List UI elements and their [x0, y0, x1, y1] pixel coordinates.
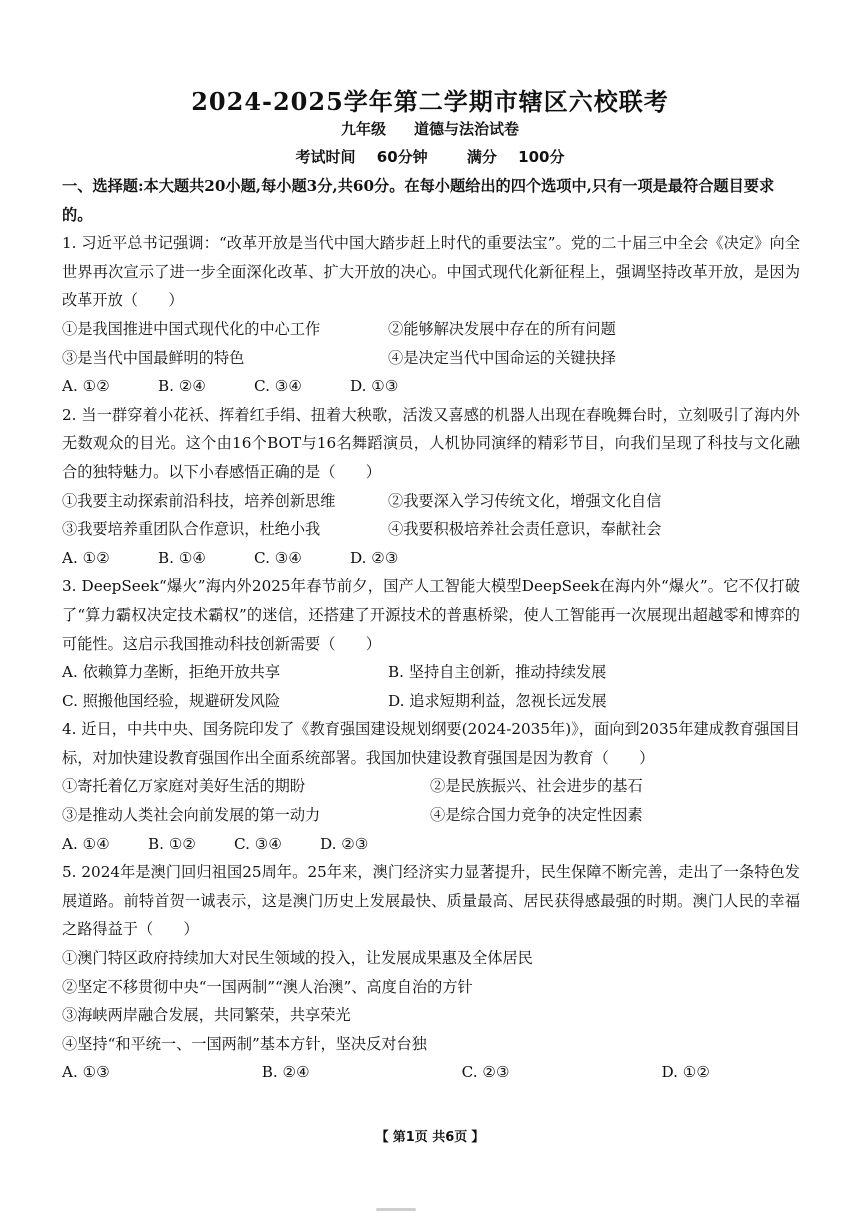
exam-title: 2024-2025学年第二学期市辖区六校联考: [191, 87, 669, 116]
footer-bracket-right: 】: [471, 1130, 485, 1145]
option-item: ②能够解决发展中存在的所有问题: [388, 319, 616, 338]
subject-label: 道德与法治试卷: [414, 120, 520, 138]
answer-choice: D. ①②: [661, 1063, 710, 1082]
answer-choices: [62, 544, 800, 573]
option-item: ③是当代中国最鲜明的特色: [62, 348, 245, 367]
option-item: ①是我国推进中国式现代化的中心工作: [62, 319, 321, 338]
answer-choice: A. ①②: [62, 377, 110, 396]
answer-choice: C. ②③: [461, 1063, 510, 1082]
option-item: ②我要深入学习传统文化，增强文化自信: [388, 491, 662, 510]
question-stem: 5. 2024年是澳门回归祖国25周年。25年来，澳门经济实力显著提升，民生保障不断完善，走出了一条特色发展道路。前特首贺一诚表示，这是澳门历史上发展最快、质量最高、居民获得感最强的时期。澳门人民的幸福之路得益于（ ）: [62, 863, 800, 939]
option-item: ①澳门特区政府持续加大对民生领域的投入，让发展成果惠及全体居民: [62, 949, 533, 968]
answer-choice: D. ①③: [350, 377, 399, 396]
option-item: B. 坚持自主创新，推动持续发展: [388, 663, 607, 682]
option-item: ④是综合国力竞争的决定性因素: [430, 806, 643, 825]
question-1: [62, 229, 800, 401]
options-block: [62, 658, 800, 715]
question-3: [62, 572, 800, 715]
question-stem: 4. 近日，中共中央、国务院印发了《教育强国建设规划纲要(2024-2035年)》，面向到2035年建成教育强国目标，对加快建设教育强国作出全面系统部署。我国加快建设教育强国是因为教育（ ）: [62, 720, 800, 767]
answer-choice: C. ③④: [254, 548, 302, 567]
answer-choice: A. ①②: [62, 548, 110, 567]
question-stem: 2. 当一群穿着小花袄、挥着红手绢、扭着大秧歌，活泼又喜感的机器人出现在春晚舞台时，立刻吸引了海内外无数观众的目光。这个由16个BOT与16名舞蹈演员，人机协同演绎的精彩节目，向我们呈现了科技与文化融合的独特魅力。以下小春感悟正确的是（ ）: [62, 405, 800, 481]
answer-choice: B. ②④: [261, 1063, 310, 1082]
time-value: 60分钟: [376, 148, 428, 166]
option-item: ②是民族振兴、社会进步的基石: [430, 777, 643, 796]
page-number: 第1页 共6页: [392, 1130, 468, 1145]
option-item: ①寄托着亿万家庭对美好生活的期盼: [62, 777, 305, 796]
option-item: ④我要积极培养社会责任意识，奉献社会: [388, 520, 662, 539]
exam-content: [62, 172, 800, 1087]
answer-choice: C. ③④: [234, 834, 282, 853]
option-item: ②坚定不移贯彻中央“一国两制”“澳人治澳”、高度自治的方针: [62, 977, 473, 996]
question-4: [62, 715, 800, 858]
answer-choice: B. ①④: [158, 548, 207, 567]
answer-choice: D. ②③: [350, 548, 399, 567]
answer-choice: A. ①④: [62, 834, 110, 853]
question-5: [62, 858, 800, 1087]
scan-mark: [376, 1208, 416, 1211]
answer-choice: A. ①③: [62, 1063, 110, 1082]
answer-choice: B. ①②: [148, 834, 197, 853]
score-value: 100分: [518, 148, 565, 166]
answer-choice: D. ②③: [320, 834, 369, 853]
page-footer: [0, 1126, 860, 1145]
question-stem: 3. DeepSeek“爆火”海内外2025年春节前夕，国产人工智能大模型DeepSeek在海内外“爆火”。它不仅打破了“算力霸权决定技术霸权”的迷信，还搭建了开源技术的普惠桥梁，使人工智能再一次展现出超越零和博弈的可能性。这启示我国推动科技创新需要（ ）: [62, 577, 800, 653]
grade-label: 九年级: [340, 120, 386, 138]
option-item: D. 追求短期利益，忽视长远发展: [388, 691, 607, 710]
option-item: ④是决定当代中国命运的关键抉择: [388, 348, 616, 367]
time-label: 考试时间: [295, 148, 356, 166]
option-item: ③海峡两岸融合发展，共同繁荣，共享荣光: [62, 1006, 351, 1025]
options-block: [62, 772, 800, 829]
question-stem: 1. 习近平总书记强调：“改革开放是当代中国大踏步赶上时代的重要法宝”。党的二十届三中全会《决定》向全世界再次宣示了进一步全面深化改革、扩大开放的决心。中国式现代化新征程上，强调坚持改革开放，是因为改革开放（ ）: [62, 234, 800, 310]
option-item: A. 依赖算力垄断，拒绝开放共享: [62, 663, 281, 682]
footer-bracket-left: 【: [375, 1130, 389, 1145]
section-heading: 一、选择题:本大题共20小题,每小题3分,共60分。在每小题给出的四个选项中,只有一项是最符合题目要求的。: [62, 177, 775, 224]
option-item: C. 照搬他国经验，规避研发风险: [62, 691, 281, 710]
answer-choices: [62, 1058, 800, 1087]
option-item: ①我要主动探索前沿科技，培养创新思维: [62, 491, 336, 510]
answer-choices: [62, 830, 800, 859]
question-2: [62, 401, 800, 573]
answer-choice: B. ②④: [158, 377, 207, 396]
option-item: ④坚持“和平统一、一国两制”基本方针，坚决反对台独: [62, 1034, 427, 1053]
options-block: [62, 487, 800, 544]
exam-subtitle: [0, 118, 860, 139]
answer-choice: C. ③④: [254, 377, 302, 396]
answer-choices: [62, 372, 800, 401]
option-item: ③是推动人类社会向前发展的第一动力: [62, 806, 321, 825]
score-label: 满分: [466, 148, 497, 166]
options-block: [62, 315, 800, 372]
exam-info: [0, 146, 860, 167]
option-item: ③我要培养重团队合作意识，杜绝小我: [62, 520, 321, 539]
